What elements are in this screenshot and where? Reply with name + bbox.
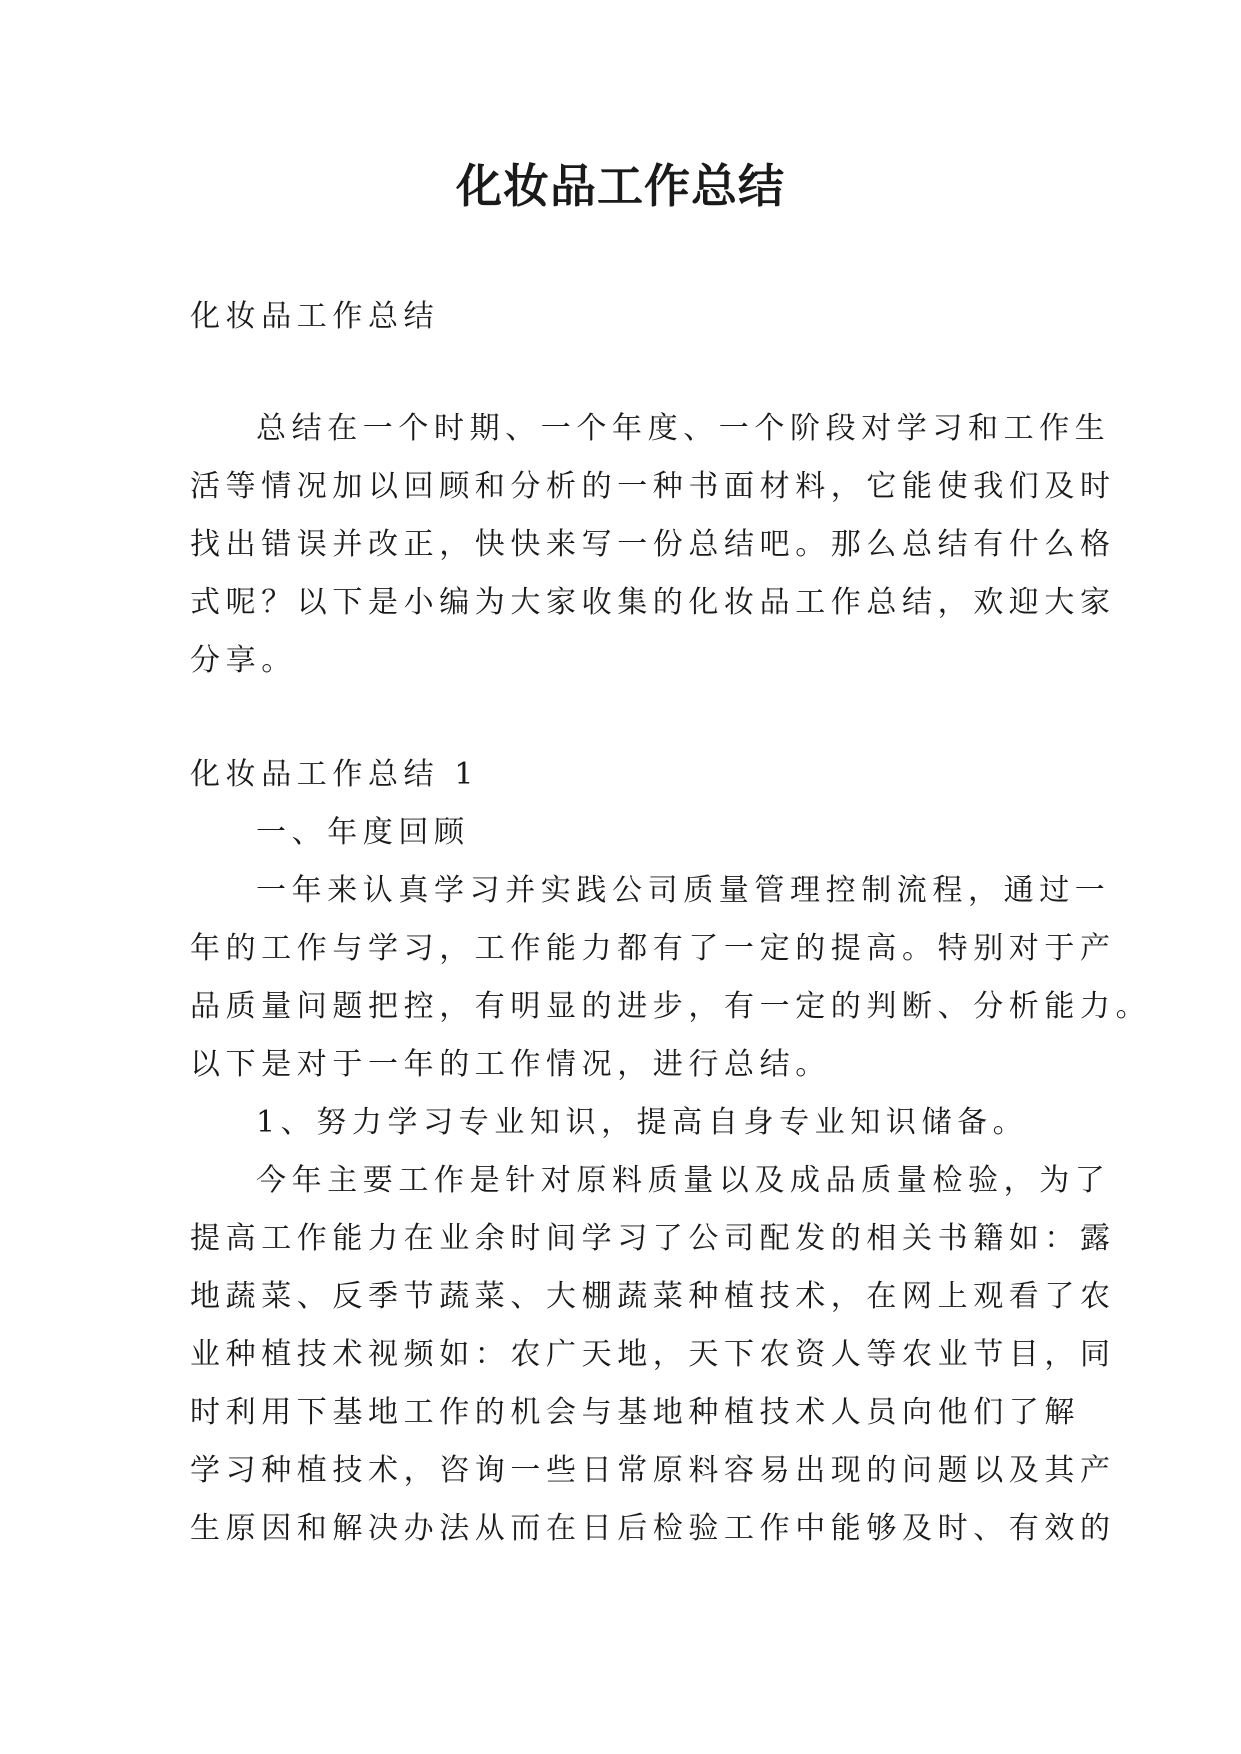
body-line-11: 生原因和解决办法从而在日后检验工作中能够及时、有效的	[190, 1511, 1116, 1546]
body-line-1: 一年来认真学习并实践公司质量管理控制流程，通过一	[256, 873, 1111, 908]
intro-line-2: 活等情况加以回顾和分析的一种书面材料，它能使我们及时	[190, 469, 1116, 504]
subtitle-line: 化妆品工作总结	[190, 299, 440, 334]
body-line-2: 年的工作与学习，工作能力都有了一定的提高。特别对于产	[190, 931, 1116, 966]
section-heading: 化妆品工作总结 1	[190, 757, 480, 792]
body-line-9: 时利用下基地工作的机会与基地种植技术人员向他们了解	[190, 1395, 1080, 1430]
intro-line-1: 总结在一个时期、一个年度、一个阶段对学习和工作生	[256, 411, 1111, 446]
body-line-5: 今年主要工作是针对原料质量以及成品质量检验，为了	[256, 1163, 1111, 1198]
body-line-3: 品质量问题把控，有明显的进步，有一定的判断、分析能力。	[190, 989, 1152, 1024]
intro-line-3: 找出错误并改正，快快来写一份总结吧。那么总结有什么格	[190, 527, 1116, 562]
body-line-7: 地蔬菜、反季节蔬菜、大棚蔬菜种植技术，在网上观看了农	[190, 1279, 1116, 1314]
document-title: 化妆品工作总结	[456, 159, 785, 213]
body-line-4: 以下是对于一年的工作情况，进行总结。	[190, 1047, 831, 1082]
body-line-10: 学习种植技术，咨询一些日常原料容易出现的问题以及其产	[190, 1453, 1116, 1488]
subsection-heading: 一、年度回顾	[256, 815, 470, 850]
intro-line-5: 分享。	[190, 643, 297, 678]
list-item-1: 1、努力学习专业知识，提高自身专业知识储备。	[256, 1105, 1029, 1140]
body-line-6: 提高工作能力在业余时间学习了公司配发的相关书籍如：露	[190, 1221, 1116, 1256]
intro-line-4: 式呢？以下是小编为大家收集的化妆品工作总结，欢迎大家	[190, 585, 1116, 620]
body-line-8: 业种植技术视频如：农广天地，天下农资人等农业节目，同	[190, 1337, 1116, 1372]
